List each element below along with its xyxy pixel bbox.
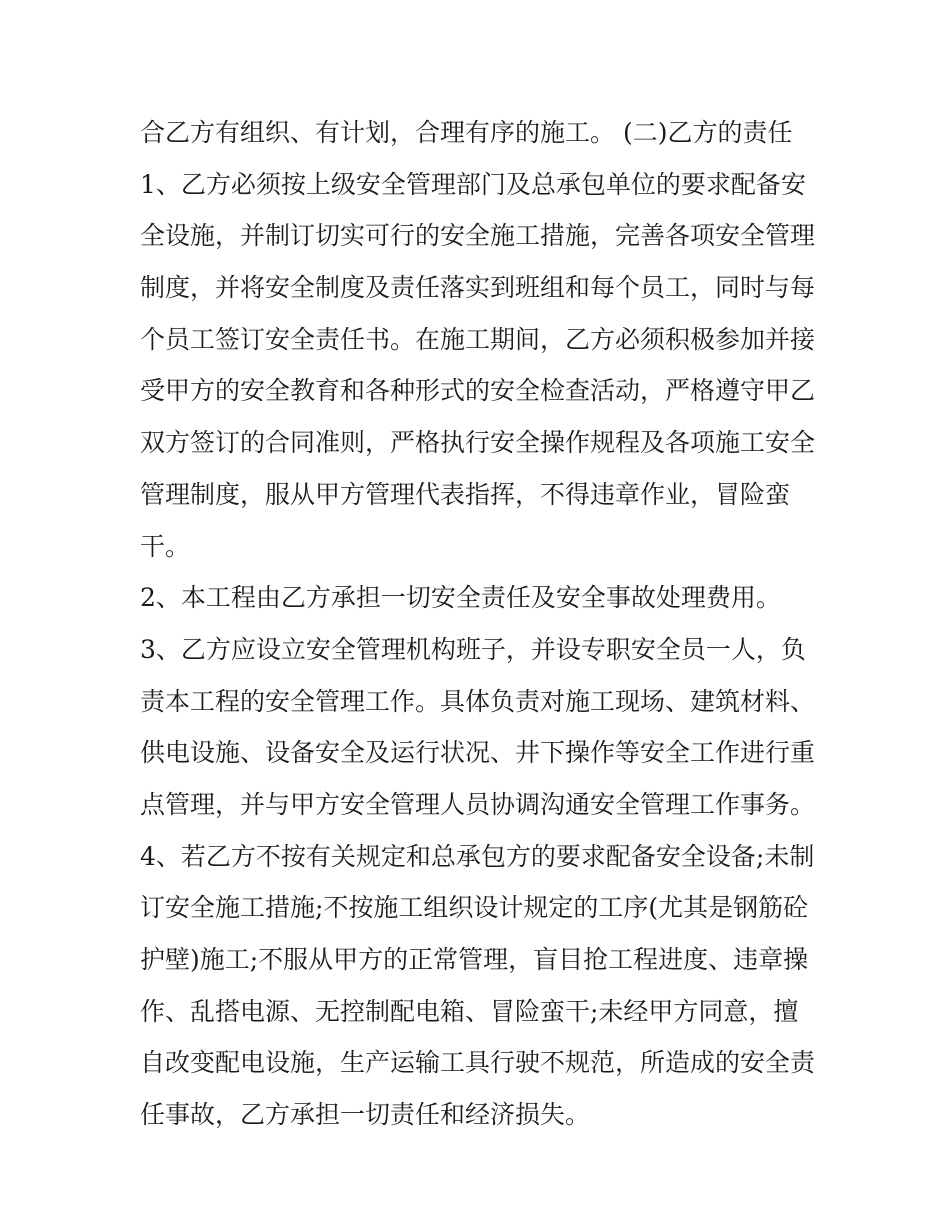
text-line: 受甲方的安全教育和各种形式的安全检查活动，严格遵守甲乙 bbox=[140, 376, 816, 406]
text-line: 个员工签订安全责任书。在施工期间，乙方必须积极参加并接 bbox=[140, 324, 816, 354]
text-line: 1、乙方必须按上级安全管理部门及总承包单位的要求配备安 bbox=[140, 169, 806, 199]
text-line: 双方签订的合同准则，严格执行安全操作规程及各项施工安全 bbox=[140, 428, 816, 458]
text-line: 自改变配电设施，生产运输工具行驶不规范，所造成的安全责 bbox=[140, 1048, 816, 1078]
text-line: 干。 bbox=[140, 531, 191, 561]
text-line: 护壁)施工;不服从甲方的正常管理，盲目抢工程进度、违章操 bbox=[140, 945, 809, 974]
text-line: 点管理，并与甲方安全管理人员协调沟通安全管理工作事务。 bbox=[140, 789, 816, 819]
text-line: 任事故，乙方承担一切责任和经济损失。 bbox=[140, 1100, 591, 1130]
text-line: 作、乱搭电源、无控制配电箱、冒险蛮干;未经甲方同意，擅 bbox=[140, 996, 799, 1026]
text-line: 订安全施工措施;不按施工组织设计规定的工序(尤其是钢筋砼 bbox=[140, 893, 809, 923]
text-line: 制度，并将安全制度及责任落实到班组和每个员工，同时与每 bbox=[140, 273, 816, 303]
text-line: 合乙方有组织、有计划，合理有序的施工。 (二)乙方的责任 bbox=[140, 118, 793, 147]
document-body bbox=[140, 107, 820, 1141]
text-line: 供电设施、设备安全及运行状况、井下操作等安全工作进行重 bbox=[140, 738, 816, 768]
text-line: 2、本工程由乙方承担一切安全责任及安全事故处理费用。 bbox=[140, 583, 781, 613]
text-line: 全设施，并制订切实可行的安全施工措施，完善各项安全管理 bbox=[140, 221, 816, 251]
text-line: 责本工程的安全管理工作。具体负责对施工现场、建筑材料、 bbox=[140, 686, 816, 716]
text-line: 管理制度，服从甲方管理代表指挥，不得违章作业，冒险蛮 bbox=[140, 479, 791, 509]
text-line: 3、乙方应设立安全管理机构班子，并设专职安全员一人，负 bbox=[140, 634, 806, 664]
text-line: 4、若乙方不按有关规定和总承包方的要求配备安全设备;未制 bbox=[140, 841, 815, 871]
